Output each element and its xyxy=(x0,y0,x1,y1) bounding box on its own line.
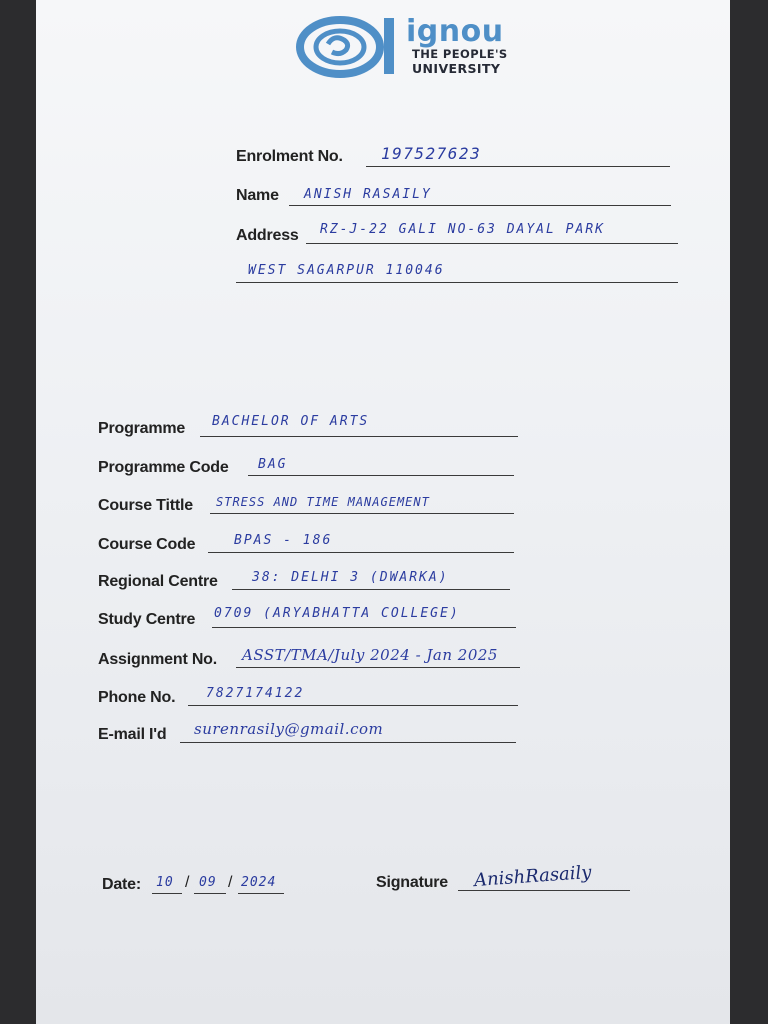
date-day-line xyxy=(152,893,182,894)
study-centre-label: Study Centre xyxy=(98,611,196,628)
programme-code-line xyxy=(248,475,514,476)
study-centre-line xyxy=(212,627,516,628)
regional-centre-label: Regional Centre xyxy=(98,573,218,590)
enrolment-label: Enrolment No. xyxy=(236,148,343,165)
date-month-line xyxy=(194,893,226,894)
course-title-value: STRESS AND TIME MANAGEMENT xyxy=(216,495,430,509)
course-code-label: Course Code xyxy=(98,536,196,553)
address-value-1: RZ-J-22 GALI NO-63 DAYAL PARK xyxy=(320,222,605,237)
form-paper xyxy=(36,0,730,1024)
enrolment-value: 197527623 xyxy=(381,144,482,163)
programme-code-value: BAG xyxy=(258,457,288,472)
signature-value: AnishRasaily xyxy=(473,861,593,892)
logo-tagline-1: THE PEOPLE'S xyxy=(412,47,508,61)
assignment-label: Assignment No. xyxy=(98,651,217,668)
date-year-line xyxy=(238,893,284,894)
date-day: 10 xyxy=(156,875,174,890)
phone-label: Phone No. xyxy=(98,689,176,706)
name-value: ANISH RASAILY xyxy=(304,187,432,202)
regional-centre-value: 38: DELHI 3 (DWARKA) xyxy=(252,570,449,585)
ignou-logo xyxy=(294,14,534,80)
date-separator-1: / xyxy=(185,874,190,891)
enrolment-line xyxy=(366,166,670,167)
programme-line xyxy=(200,436,518,437)
phone-value: 7827174122 xyxy=(206,686,305,701)
assignment-value: ASST/TMA/July 2024 - Jan 2025 xyxy=(242,646,498,664)
programme-code-label: Programme Code xyxy=(98,459,229,476)
assignment-line xyxy=(236,667,520,668)
regional-centre-line xyxy=(232,589,510,590)
signature-label: Signature xyxy=(376,874,448,891)
email-label: E-mail I'd xyxy=(98,726,167,743)
date-year: 2024 xyxy=(241,875,277,890)
programme-label: Programme xyxy=(98,420,186,437)
study-centre-value: 0709 (ARYABHATTA COLLEGE) xyxy=(214,606,460,621)
ignou-wordmark: ignou xyxy=(406,14,504,49)
date-month: 09 xyxy=(199,875,217,890)
address-label: Address xyxy=(236,227,299,244)
date-separator-2: / xyxy=(228,874,233,891)
logo-tagline-2: UNIVERSITY xyxy=(412,61,501,76)
name-label: Name xyxy=(236,187,279,204)
course-title-label: Course Tittle xyxy=(98,497,193,514)
date-label: Date: xyxy=(102,876,142,893)
course-code-line xyxy=(208,552,514,553)
email-value: surenrasily@gmail.com xyxy=(194,720,384,738)
name-line xyxy=(289,205,671,206)
course-title-line xyxy=(210,513,514,514)
address-value-2: WEST SAGARPUR 110046 xyxy=(248,263,445,278)
address-line-2 xyxy=(236,282,678,283)
email-line xyxy=(180,742,516,743)
ignou-emblem-icon xyxy=(294,14,398,78)
phone-line xyxy=(188,705,518,706)
address-line-1 xyxy=(306,243,678,244)
course-code-value: BPAS - 186 xyxy=(234,533,333,548)
programme-value: BACHELOR OF ARTS xyxy=(212,414,370,429)
